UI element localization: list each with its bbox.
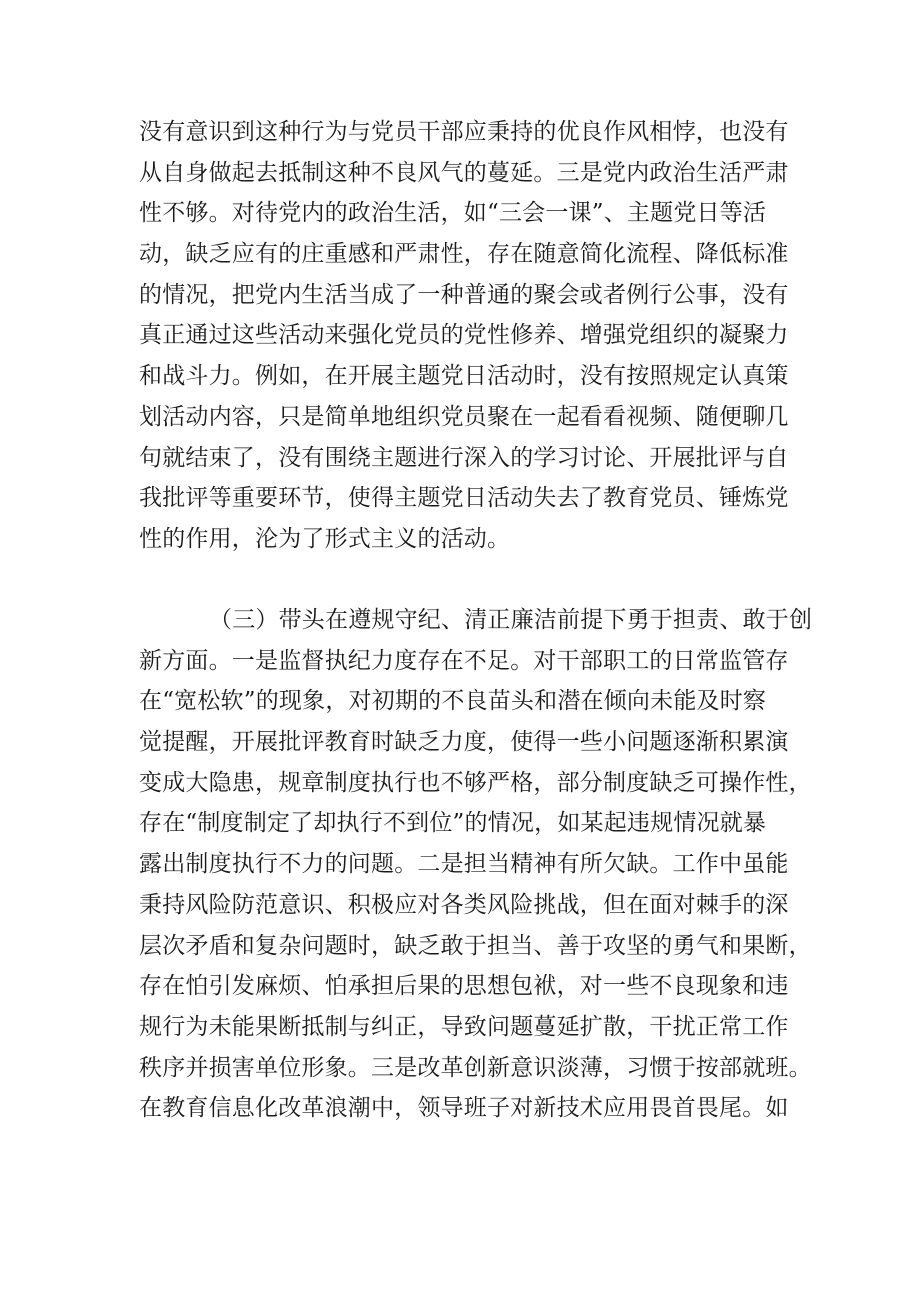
section-heading-line: （三）带头在遵规守纪、清正廉洁前提下勇于担责、敢于创 [209, 607, 813, 633]
text-line: 层次矛盾和复杂问题时，缺乏敢于担当、善于攻坚的勇气和果断， [139, 932, 812, 959]
text-line: 我批评等重要环节，使得主题党日活动失去了教育党员、锤炼党 [139, 485, 789, 512]
text-line: 存在怕引发麻烦、怕承担后果的思想包袱，对一些不良现象和违 [139, 973, 789, 1000]
text-line: 在教育信息化改革浪潮中，领导班子对新技术应用畏首畏尾。如 [139, 1095, 789, 1122]
paragraph-discipline-innovation [139, 600, 813, 1129]
text-line: 性不够。对待党内的政治生活，如“三会一课”、主题党日等活 [139, 200, 767, 227]
text-line: 秉持风险防范意识、积极应对各类风险挑战，但在面对棘手的深 [139, 891, 789, 918]
paragraph-party-life [139, 112, 799, 560]
text-line: 在“宽松软”的现象，对初期的不良苗头和潜在倾向未能及时察 [139, 688, 767, 715]
text-line: 规行为未能果断抵制与纠正，导致问题蔓延扩散，干扰正常工作 [139, 1013, 789, 1040]
text-line: 的情况，把党内生活当成了一种普通的聚会或者例行公事，没有 [139, 281, 789, 308]
text-line: 句就结束了，没有围绕主题进行深入的学习讨论、开展批评与自 [139, 444, 789, 471]
text-line: 存在“制度制定了却执行不到位”的情况，如某起违规情况就暴 [139, 810, 767, 837]
text-line: 新方面。一是监督执纪力度存在不足。对干部职工的日常监管存 [139, 647, 789, 674]
text-line: 变成大隐患，规章制度执行也不够严格，部分制度缺乏可操作性， [139, 769, 812, 796]
text-line: 真正通过这些活动来强化党员的党性修养、增强党组织的凝聚力 [139, 322, 789, 349]
text-line: 秩序并损害单位形象。三是改革创新意识淡薄，习惯于按部就班。 [139, 1054, 812, 1081]
text-line: 觉提醒，开展批评教育时缺乏力度，使得一些小问题逐渐积累演 [139, 729, 789, 756]
text-line: 从自身做起去抵制这种不良风气的蔓延。三是党内政治生活严肃 [139, 159, 789, 186]
text-line: 和战斗力。例如，在开展主题党日活动时，没有按照规定认真策 [139, 363, 789, 390]
text-line: 性的作用，沦为了形式主义的活动。 [139, 525, 511, 552]
text-line: 露出制度执行不力的问题。二是担当精神有所欠缺。工作中虽能 [139, 851, 789, 878]
text-line: 动，缺乏应有的庄重感和严肃性，存在随意简化流程、降低标准 [139, 241, 789, 268]
text-line: 划活动内容，只是简单地组织党员聚在一起看看视频、随便聊几 [139, 403, 789, 430]
text-line: 没有意识到这种行为与党员干部应秉持的优良作风相悖，也没有 [139, 119, 789, 145]
